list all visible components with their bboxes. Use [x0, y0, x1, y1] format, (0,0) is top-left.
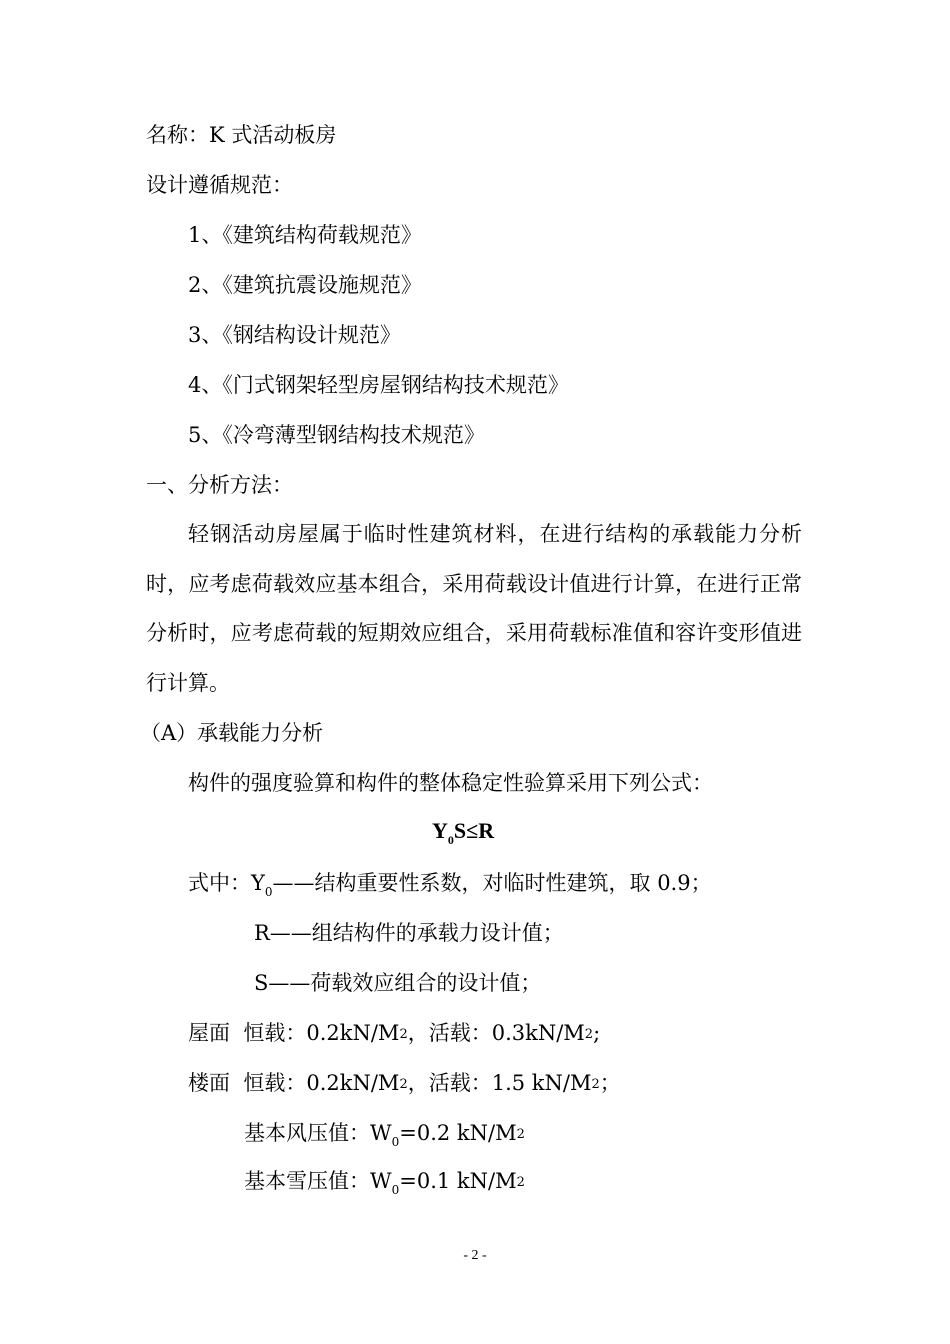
subsection-heading: （A）承载能力分析	[140, 721, 324, 745]
wind-label: 基本风压值：W	[244, 1121, 392, 1145]
definition-r: R——组结构件的承载力设计值；	[254, 921, 564, 945]
definition-gamma	[188, 868, 712, 907]
norm-item-4: 4、《门式钢架轻型房屋钢结构技术规范》	[188, 373, 569, 397]
floor-live-load: ，活载：1.5 kN/M	[407, 1071, 592, 1095]
floor-load-line	[188, 1068, 621, 1100]
floor-live-unit-power: 2	[591, 1077, 600, 1092]
roof-live-unit-power: 2	[584, 1027, 594, 1042]
roof-live-load: ，活载：0.3kN/M	[407, 1021, 585, 1045]
where-prefix: 式中：	[188, 871, 251, 895]
snow-unit-power: 2	[516, 1175, 525, 1190]
norm-item-5: 5、《冷弯薄型钢结构技术规范》	[188, 423, 485, 447]
roof-dead-unit-power: 2	[399, 1027, 408, 1042]
floor-dead-unit-power: 2	[399, 1077, 408, 1092]
snow-subscript: 0	[391, 1183, 400, 1197]
snow-label: 基本雪压值：W	[244, 1169, 392, 1193]
formula-gamma: Y	[432, 818, 448, 843]
floor-end: ；	[599, 1071, 621, 1095]
norm-item-3: 3、《钢结构设计规范》	[188, 323, 401, 347]
section-heading: 一、分析方法：	[146, 473, 293, 497]
gamma-subscript: 0	[264, 885, 273, 899]
wind-pressure-line	[244, 1118, 525, 1157]
formula-intro: 构件的强度验算和构件的整体稳定性验算采用下列公式：	[188, 771, 713, 795]
gamma-definition: ——结构重要性系数，对临时性建筑，取 0.9；	[272, 871, 712, 895]
roof-load-line	[188, 1018, 600, 1050]
norm-item-2: 2、《建筑抗震设施规范》	[188, 273, 422, 297]
roof-label: 屋面	[188, 1021, 230, 1045]
analysis-paragraph: 轻钢活动房屋属于临时性建筑材料，在进行结构的承载能力分析时，应考虑荷载效应基本组合，采用荷载设计值进行计算，在进行正常分析时，应考虑荷载的短期效应组合，采用荷载标准值和容许变形值进行计算。	[146, 522, 802, 696]
snow-value: =0.1 kN/M	[399, 1169, 517, 1193]
roof-dead-load: 恒载：0.2kN/M	[243, 1021, 400, 1045]
roof-end: ;	[593, 1021, 601, 1045]
product-name: 名称：K 式活动板房	[146, 123, 337, 147]
formula	[432, 816, 494, 855]
gamma-symbol: Y	[251, 871, 265, 895]
definition-s: S——荷载效应组合的设计值；	[254, 971, 542, 995]
wind-unit-power: 2	[516, 1127, 525, 1142]
floor-label: 楼面	[188, 1071, 230, 1095]
wind-subscript: 0	[391, 1135, 400, 1149]
norms-heading: 设计遵循规范：	[146, 173, 293, 197]
formula-gamma-subscript: 0	[447, 833, 454, 847]
snow-pressure-line	[244, 1166, 525, 1205]
floor-dead-load: 恒载：0.2kN/M	[243, 1071, 400, 1095]
wind-value: =0.2 kN/M	[399, 1121, 517, 1145]
norm-item-1: 1、《建筑结构荷载规范》	[188, 223, 422, 247]
formula-rest: S≤R	[453, 818, 495, 843]
page-number: - 2 -	[463, 1248, 487, 1263]
